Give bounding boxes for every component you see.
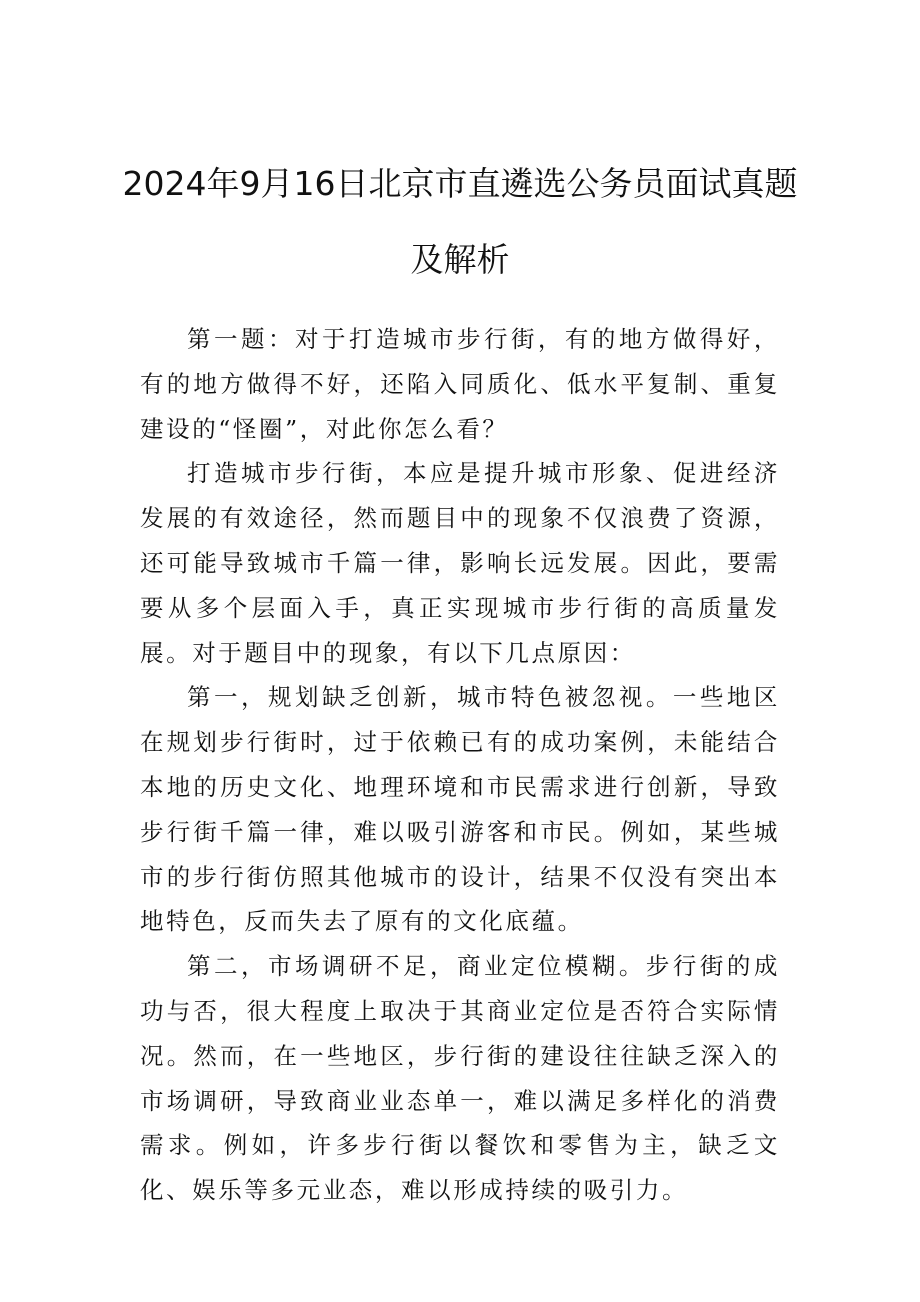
paragraph-point-2: 第二，市场调研不足，商业定位模糊。步行街的成功与否，很大程度上取决于其商业定位是否符合实际情况。然而，在一些地区，步行街的建设往往缺乏深入的市场调研，导致商业业态单一，难以满足多样化的消费需求。例如，许多步行街以餐饮和零售为主，缺乏文化、娱乐等多元业态，难以形成持续的吸引力。 <box>140 952 780 1205</box>
document-body <box>140 317 780 1213</box>
document-title: 2024年9月16日北京市直遴选公务员面试真题及解析 <box>122 164 798 279</box>
paragraph-point-1: 第一，规划缺乏创新，城市特色被忽视。一些地区在规划步行街时，过于依赖已有的成功案例，未能结合本地的历史文化、地理环境和市民需求进行创新，导致步行街千篇一律，难以吸引游客和市民。例如，某些城市的步行街仿照其他城市的设计，结果不仅没有突出本地特色，反而失去了原有的文化底蕴。 <box>140 683 780 936</box>
paragraph-question: 第一题：对于打造城市步行街，有的地方做得好，有的地方做得不好，还陷入同质化、低水平复制、重复建设的“怪圈”，对此你怎么看？ <box>140 325 780 443</box>
paragraph-intro: 打造城市步行街，本应是提升城市形象、促进经济发展的有效途径，然而题目中的现象不仅浪费了资源，还可能导致城市千篇一律，影响长远发展。因此，要需要从多个层面入手，真正实现城市步行街的高质量发展。对于题目中的现象，有以下几点原因： <box>140 459 780 667</box>
